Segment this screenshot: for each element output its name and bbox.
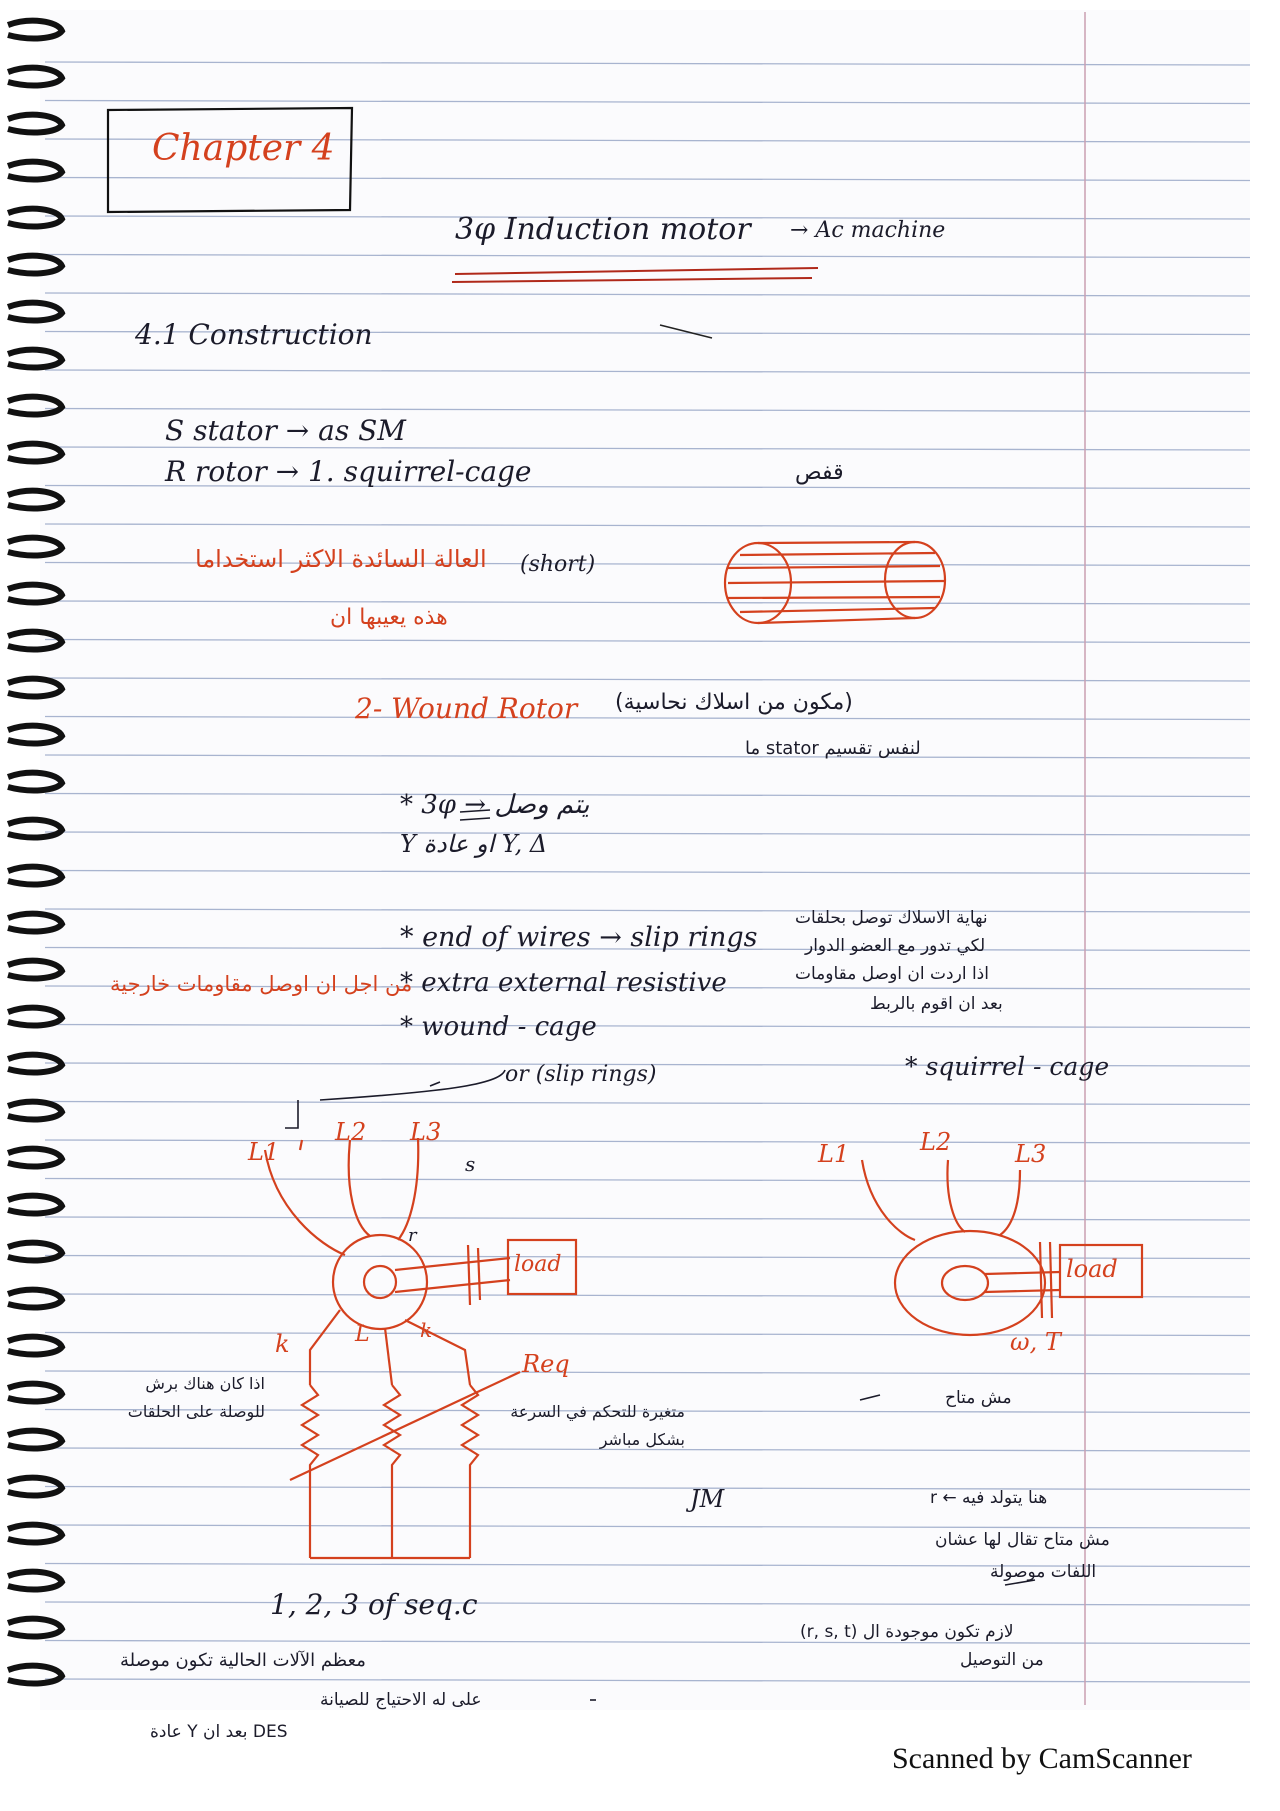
m-label: k: [420, 1318, 433, 1342]
right-bottom-note-3: اللفات موصولة: [990, 1562, 1097, 1582]
rotor-note: قفص: [795, 460, 844, 485]
connection-line: Y او عادة Y, Δ: [400, 830, 548, 858]
paper-sheet: [40, 10, 1250, 1710]
short-label: (short): [520, 552, 596, 577]
right-bottom-note-1: هنا يتولد فيه ← r: [930, 1488, 1048, 1508]
extra-resistive-note: من اجل ان اوصل مقاومات خارجية: [110, 972, 413, 996]
seq-line: 1, 2, 3 of seq.c: [270, 1588, 478, 1621]
wound-subnote: لنفس تقسيم stator ما: [745, 738, 921, 759]
right-bottom-note-2: مش متاح تقال لها عشان: [935, 1530, 1110, 1550]
r-label: r: [408, 1225, 417, 1246]
squirrel-cage-line: * squirrel - cage: [905, 1052, 1110, 1081]
right-bottom-note-5: من التوصيل: [960, 1650, 1044, 1670]
short-note-2: هذه يعيبها ان: [330, 605, 448, 630]
right-label-l1: L1: [818, 1140, 850, 1168]
mid-diagram-note: متغيرة للتحكم في السرعة بشكل مباشر: [510, 1402, 685, 1449]
right-label-l2: L2: [920, 1128, 952, 1156]
load-label-left: load: [514, 1252, 562, 1277]
end-of-wires-line: * end of wires → slip rings: [400, 922, 758, 953]
right-bottom-note-4: لازم تكون موجودة ال (r, s, t): [800, 1622, 1014, 1642]
scanner-watermark: Scanned by CamScanner: [892, 1742, 1192, 1775]
right-note-4: بعد ان اقوم بالربط: [870, 994, 1003, 1014]
right-label-l3: L3: [1015, 1140, 1047, 1168]
title-note: → Ac machine: [790, 218, 946, 243]
req-label: Req: [522, 1350, 570, 1378]
short-note: العالة السائدة الاكثر استخداما: [195, 545, 487, 573]
bottom-note-1: معظم الآلات الحالية تكون موصلة: [120, 1650, 366, 1671]
right-note-2: لكي تدور مع العضو الدوار: [805, 936, 986, 956]
stator-line: S stator → as SM: [165, 414, 406, 447]
right-note-1: نهاية الاسلاك توصل بحلقات: [795, 908, 988, 928]
or-slip-rings-line: or (slip rings): [505, 1062, 657, 1087]
l-label: L: [355, 1322, 370, 1347]
three-phase-line: * 3φ → يتم وصل: [400, 790, 590, 820]
rotor-line: R rotor → 1. squirrel-cage: [165, 455, 532, 488]
k-label: k: [275, 1330, 290, 1358]
jm-signature: JM: [690, 1485, 725, 1513]
wound-note: (مكون من اسلاك نحاسية): [615, 690, 853, 715]
omega-torque-label: ω, T: [1010, 1328, 1061, 1356]
left-label-l2: L2: [335, 1118, 367, 1146]
wound-cage-line: * wound - cage: [400, 1012, 597, 1042]
section-heading: 4.1 Construction: [135, 318, 373, 351]
left-label-l1: L1: [248, 1138, 280, 1166]
extra-resistive-line: * extra external resistive: [400, 968, 727, 998]
bottom-note-2: على له الاحتياج للصيانة: [320, 1690, 482, 1710]
page-title: 3φ Induction motor: [455, 212, 751, 247]
bottom-note-3: DES بعد ان Y عادة: [150, 1722, 288, 1742]
load-label-right: load: [1066, 1255, 1118, 1283]
wound-rotor-line: 2- Wound Rotor: [355, 692, 578, 725]
right-note-3: اذا اردت ان اوصل مقاومات: [795, 964, 989, 984]
chapter-heading: Chapter 4: [152, 128, 335, 169]
mid-right-note: مش متاح: [945, 1388, 1012, 1408]
left-label-l3: L3: [410, 1118, 442, 1146]
left-diagram-note: اذا كان هناك برش للوصلة على الحلقات: [127, 1374, 265, 1421]
s-label: s: [465, 1152, 476, 1176]
